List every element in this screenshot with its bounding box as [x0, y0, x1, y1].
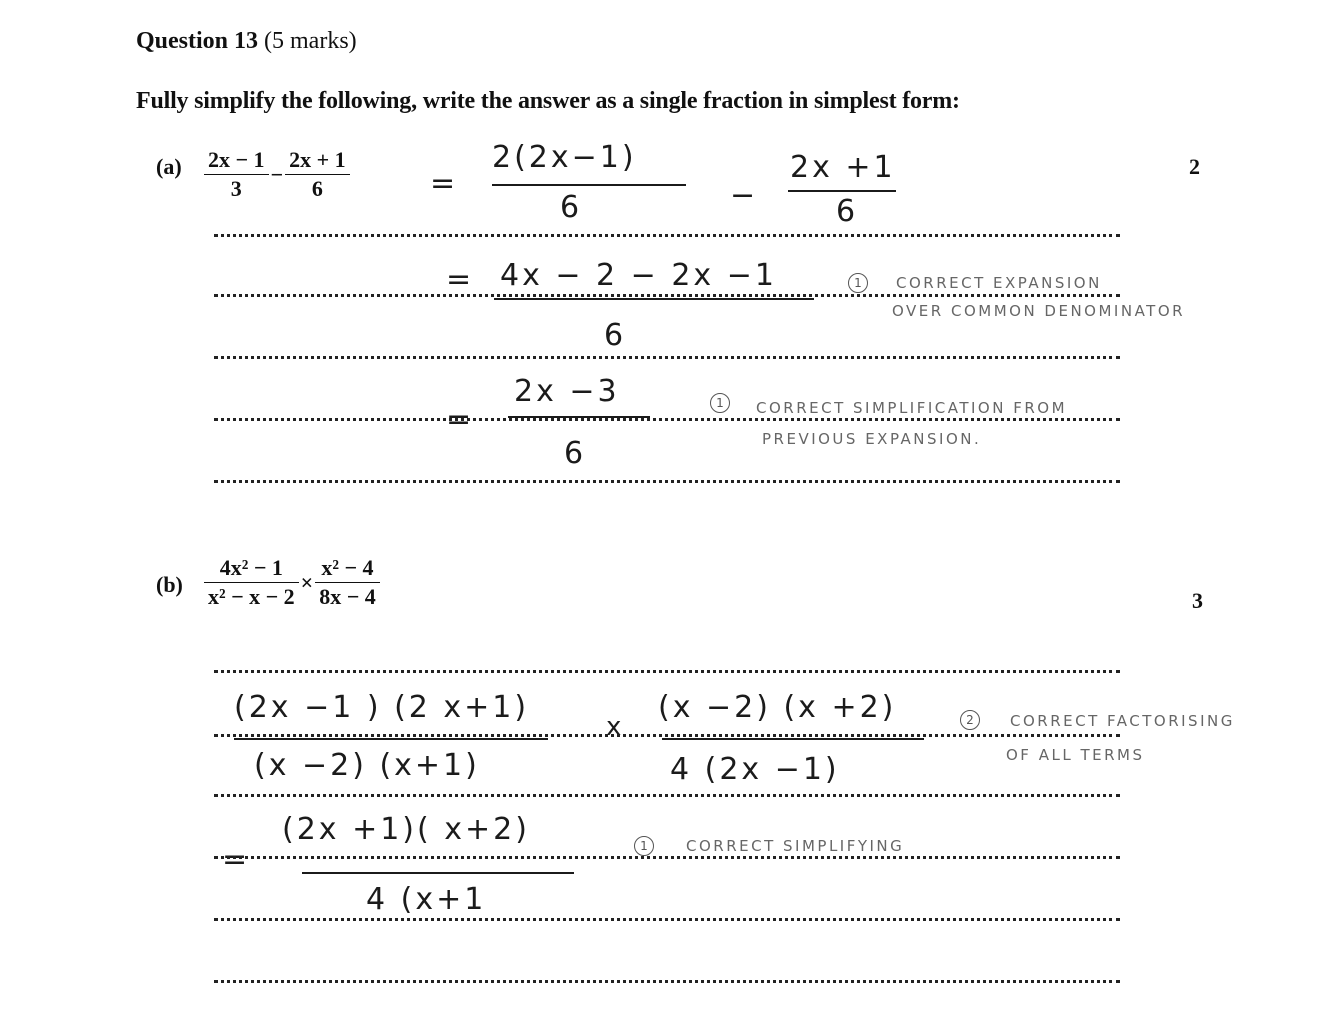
- part-b-step1-times: x: [606, 712, 625, 742]
- question-number: Question 13: [136, 28, 259, 54]
- part-a-step1-frac2-bar: [788, 190, 896, 192]
- part-b-note1-line2: OF ALL TERMS: [1006, 746, 1145, 764]
- fraction-denominator: 3: [230, 176, 242, 201]
- part-a-note1-mark-circle: 1: [848, 273, 868, 293]
- part-a-step3-num: 2x −3: [514, 374, 620, 409]
- answer-line: [214, 794, 1120, 797]
- part-b-step1-frac2-den: 4 (2x −1): [670, 752, 840, 787]
- part-a-step2-den: 6: [604, 318, 627, 353]
- question-title: [136, 28, 357, 55]
- part-a-fraction-1: [204, 146, 269, 203]
- answer-line: [214, 294, 1120, 297]
- part-b-step2-den: 4 (x+1: [366, 882, 487, 917]
- part-a-note1-line2: OVER COMMON DENOMINATOR: [892, 302, 1186, 320]
- part-b-expression: [204, 554, 380, 611]
- part-a-step1-minus: −: [730, 178, 759, 213]
- part-a-step1-frac1-num: 2(2x−1): [492, 140, 637, 175]
- part-a-step2-num: 4x − 2 − 2x −1: [500, 258, 777, 293]
- part-a-note1-line1: CORRECT EXPANSION: [896, 274, 1102, 292]
- part-b-step1-frac2-bar: [662, 738, 924, 740]
- part-a-step1-frac2-den: 6: [836, 194, 859, 229]
- fraction-numerator: 2x − 1: [208, 147, 265, 172]
- answer-line: [214, 918, 1120, 921]
- part-b-note2-mark-circle: 1: [634, 836, 654, 856]
- part-b-note1-line1: CORRECT FACTORISING: [1010, 712, 1235, 730]
- answer-line: [214, 856, 1120, 859]
- part-a-step1-frac1-den: 6: [560, 190, 583, 225]
- part-a-fraction-2: [285, 146, 350, 203]
- answer-line: [214, 980, 1120, 983]
- fraction-numerator: 2x + 1: [289, 147, 346, 172]
- fraction-numerator: 4x² − 1: [219, 555, 283, 580]
- part-a-step1-frac1-bar: [492, 184, 686, 186]
- part-b-note1-mark-circle: 2: [960, 710, 980, 730]
- part-b-step2-num: (2x +1)( x+2): [282, 812, 530, 847]
- part-b-fraction-1: [204, 554, 299, 611]
- part-a-marks: 2: [1189, 154, 1200, 179]
- answer-line: [214, 234, 1120, 237]
- answer-line: [214, 734, 1120, 737]
- part-a-label: (a): [156, 154, 182, 179]
- answer-line: [214, 480, 1120, 483]
- part-b-step2-equals: =: [222, 842, 251, 877]
- part-a-note2-mark-circle: 1: [710, 393, 730, 413]
- answer-line: [214, 418, 1120, 421]
- part-b-fraction-2: [315, 554, 380, 611]
- part-b-operator: ×: [300, 569, 314, 595]
- part-b-step1-frac1-num: (2x −1 ) (2 x+1): [234, 690, 530, 725]
- part-b-step1-frac1-den: (x −2) (x+1): [254, 748, 480, 783]
- fraction-denominator: 6: [311, 176, 323, 201]
- part-b-step1-frac1-bar: [234, 738, 548, 740]
- fraction-denominator: x² − x − 2: [208, 584, 295, 609]
- question-marks: (5 marks): [264, 28, 357, 54]
- part-a-step3-equals: =: [446, 402, 475, 437]
- fraction-numerator: x² − 4: [321, 555, 374, 580]
- answer-line: [214, 670, 1120, 673]
- answer-line: [214, 356, 1120, 359]
- part-b-marks: 3: [1192, 588, 1203, 613]
- part-a-step2-equals: =: [446, 262, 475, 297]
- part-a-step1-equals: =: [430, 166, 459, 201]
- part-b-label: (b): [156, 572, 183, 597]
- part-a-step1-frac2-num: 2x +1: [790, 150, 896, 185]
- part-b-step1-frac2-num: (x −2) (x +2): [658, 690, 897, 725]
- part-a-note2-line2: PREVIOUS EXPANSION.: [762, 430, 982, 448]
- part-b-note2-line1: CORRECT SIMPLIFYING: [686, 837, 905, 855]
- fraction-denominator: 8x − 4: [319, 584, 376, 609]
- part-b-step2-bar: [302, 872, 574, 874]
- part-a-expression: [204, 146, 350, 203]
- part-a-note2-line1: CORRECT SIMPLIFICATION FROM: [756, 399, 1068, 417]
- part-a-operator: −: [270, 161, 284, 187]
- part-a-step2-bar: [494, 298, 814, 300]
- instruction-text: Fully simplify the following, write the answer as a single fraction in simplest form:: [136, 88, 960, 114]
- part-a-step3-den: 6: [564, 436, 587, 471]
